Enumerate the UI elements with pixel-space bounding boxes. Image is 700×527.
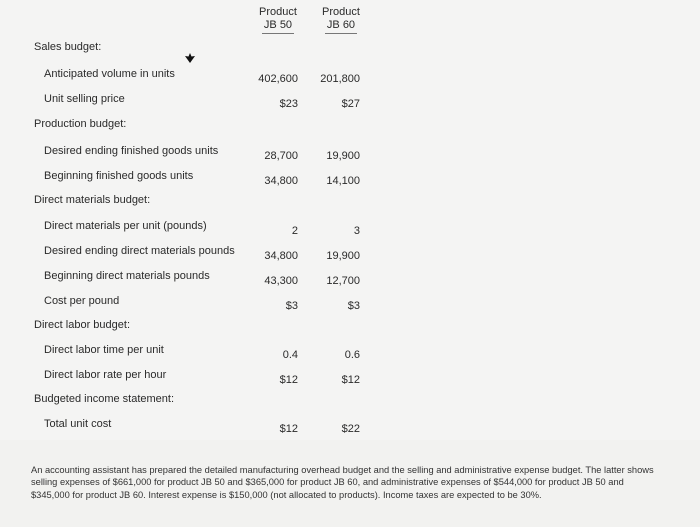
section-heading-row	[0, 194, 700, 214]
jb50-value: 43,300	[264, 275, 298, 287]
row-label: Cost per pound	[44, 295, 120, 307]
jb60-value: 0.6	[344, 349, 360, 361]
table-row	[0, 369, 700, 389]
jb50-value: 402,600	[258, 73, 298, 85]
column-header-jb60-line2: JB 60	[325, 19, 357, 34]
row-label: Desired ending finished goods units	[44, 145, 219, 157]
jb50-value: $12	[279, 423, 298, 435]
jb50-value: 28,700	[264, 150, 298, 162]
row-label: Direct labor time per unit	[44, 344, 164, 356]
column-header-jb50-line2: JB 50	[262, 19, 294, 34]
table-row	[0, 344, 700, 364]
section-heading-row	[0, 319, 700, 339]
row-label: Direct materials budget:	[34, 194, 151, 206]
table-row	[0, 93, 700, 113]
jb60-value: 19,900	[326, 150, 360, 162]
table-row	[0, 245, 700, 265]
jb60-value: $27	[341, 98, 360, 110]
jb50-value: 34,800	[264, 175, 298, 187]
jb60-value: 201,800	[320, 73, 360, 85]
column-header-jb60	[306, 6, 376, 34]
jb50-value: 0.4	[282, 349, 298, 361]
table-row	[0, 418, 700, 438]
table-row	[0, 170, 700, 190]
column-header-jb50-line1: Product	[259, 6, 297, 18]
row-label: Anticipated volume in units	[44, 68, 175, 80]
table-row	[0, 270, 700, 290]
row-label: Total unit cost	[44, 418, 112, 430]
table-row	[0, 295, 700, 315]
jb50-value: 34,800	[264, 250, 298, 262]
row-label: Direct labor rate per hour	[44, 369, 167, 381]
problem-description: An accounting assistant has prepared the detailed manufacturing overhead budget and the selling and administrative expense budget. The latter shows selling expenses of $661,000 for product JB 50 and $365,000 for product JB 60, and administrative expenses of $544,000 for product JB 50 and $345,000 for product JB 60. Interest expense is $150,000 (not allocated to products). Income taxes are expected to be 30%.	[31, 465, 654, 500]
section-heading-row	[0, 118, 700, 138]
row-label: Beginning finished goods units	[44, 170, 194, 182]
jb60-value: 3	[353, 225, 360, 237]
jb60-value: 14,100	[326, 175, 360, 187]
jb50-value: $3	[285, 300, 298, 312]
column-header-jb50	[243, 6, 313, 34]
row-label: Desired ending direct materials pounds	[44, 245, 235, 257]
jb50-value: 2	[291, 225, 298, 237]
table-row	[0, 220, 700, 240]
table-row	[0, 68, 700, 88]
jb60-value: 12,700	[326, 275, 360, 287]
jb60-value: $22	[341, 423, 360, 435]
jb50-value: $12	[279, 374, 298, 386]
jb60-value: $12	[341, 374, 360, 386]
row-label: Direct materials per unit (pounds)	[44, 220, 207, 232]
jb60-value: 19,900	[326, 250, 360, 262]
mouse-pointer-icon	[184, 52, 196, 64]
row-label: Beginning direct materials pounds	[44, 270, 210, 282]
column-header-jb60-line1: Product	[322, 6, 360, 18]
jb60-value: $3	[347, 300, 360, 312]
row-label: Budgeted income statement:	[34, 393, 175, 405]
table-row	[0, 145, 700, 165]
row-label: Direct labor budget:	[34, 319, 130, 331]
row-label: Sales budget:	[34, 41, 102, 53]
jb50-value: $23	[279, 98, 298, 110]
section-heading-row	[0, 41, 700, 61]
row-label: Production budget:	[34, 118, 127, 130]
row-label: Unit selling price	[44, 93, 125, 105]
section-heading-row	[0, 393, 700, 413]
